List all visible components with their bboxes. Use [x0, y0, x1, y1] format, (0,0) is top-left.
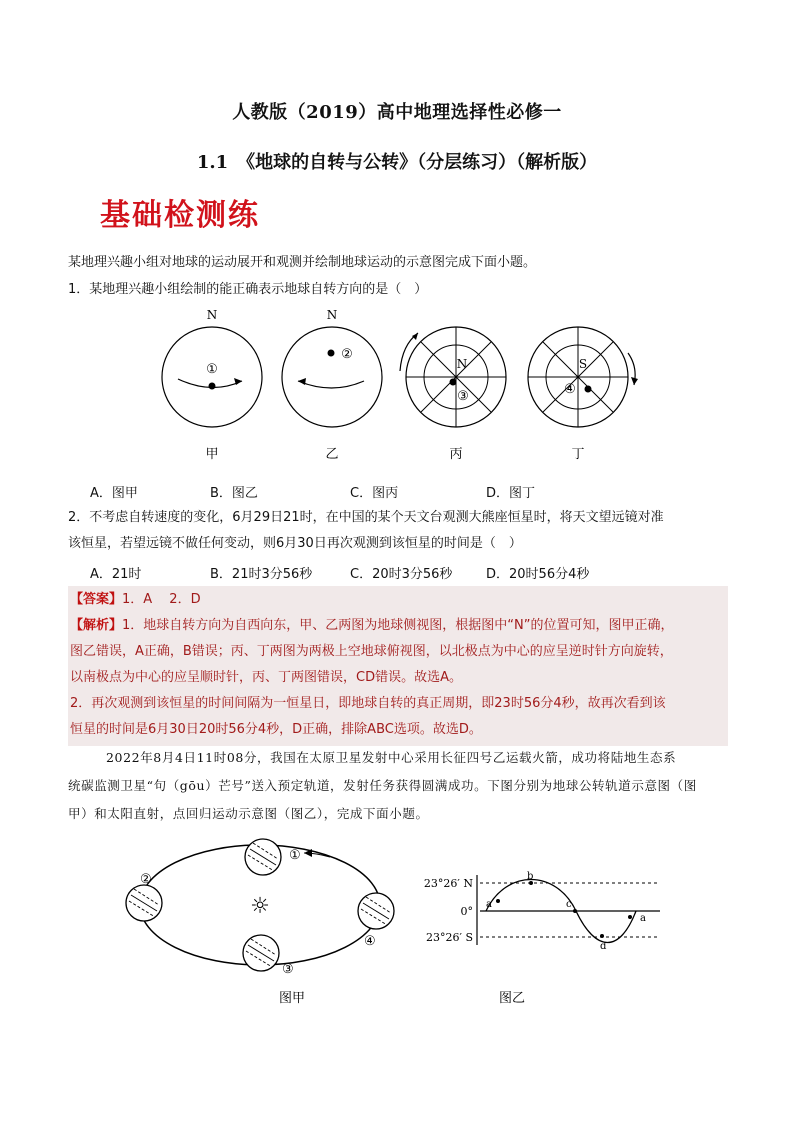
orbit-label-2: ② [140, 872, 152, 887]
lat-equator-label: 0° [460, 905, 473, 918]
orbit-label-4: ④ [364, 934, 376, 949]
q2-option-d[interactable]: D．20时56分4秒 [486, 567, 590, 582]
solar-migration-chart [424, 871, 660, 952]
intro-2-line-2: 统碳监测卫星“句（gōu）芒号”送入预定轨道，发射任务获得圆满成功。下图分别为地球公转轨道示意图（图 [68, 778, 697, 793]
point-a-end: a [640, 913, 646, 924]
answer-line [70, 587, 201, 613]
earth-position-4 [358, 893, 394, 929]
analysis-block [70, 613, 730, 743]
diagram-c-north-label: N [456, 357, 468, 371]
point-d: d [600, 941, 607, 952]
question-2-stem-line-2: 该恒星，若望远镜不做任何变动，则6月30日再次观测到该恒星的时间是（ ） [68, 536, 522, 551]
intro-paragraph-2 [68, 744, 738, 828]
q1-option-a[interactable]: A．图甲 [90, 486, 138, 501]
diagram-a-caption: 甲 [205, 447, 219, 462]
diagram-d-marker: ④ [564, 382, 576, 397]
orbit-and-solar-figures [120, 835, 680, 1015]
orbit-label-1: ① [289, 848, 301, 863]
diagram-c-caption: 丙 [449, 447, 463, 462]
q1-option-c[interactable]: C．图丙 [350, 486, 399, 501]
question-1-stem: 1．某地理兴趣小组绘制的能正确表示地球自转方向的是（ ） [68, 282, 428, 297]
analysis-line-4: 2．再次观测到该恒星的时间间隔为一恒星日，即地球自转的真正周期，即23时56分4秒，故再次看到该 [70, 696, 666, 711]
analysis-line-2: 图乙错误，A正确，B错误；丙、丁两图为两极上空地球俯视图，以北极点为中心的应呈逆时针方向旋转， [70, 644, 673, 659]
figure-caption-right: 图乙 [498, 991, 526, 1006]
analysis-line-5: 恒星的时间是6月30日20时56分4秒，D正确，排除ABC选项。故选D。 [70, 722, 482, 737]
earth-position-3 [243, 935, 279, 971]
orbit-label-3: ③ [282, 962, 294, 977]
question-2-stem-line-1: 2．不考虑自转速度的变化，6月29日21时，在中国的某个天文台观测大熊座恒星时，将天文望远镜对准 [68, 510, 664, 525]
diagram-d-south-label: S [578, 357, 588, 371]
earth-position-1 [245, 839, 281, 875]
analysis-line-1: 1．地球自转方向为自西向东，甲、乙两图为地球侧视图，根据图中“N”的位置可知，图甲正确， [122, 618, 674, 633]
answer-text: 1．A 2．D [122, 592, 201, 607]
question-2-options [90, 563, 589, 582]
analysis-line-3: 以南极点为中心的应呈顺时针，丙、丁两图错误，CD错误。故选A。 [70, 670, 462, 685]
q2-option-a[interactable]: A．21时 [90, 567, 142, 582]
point-a-start: a [486, 899, 492, 910]
diagram-b-north-label: N [326, 308, 338, 322]
answer-tag: 【答案】 [70, 592, 123, 607]
intro-2-line-3: 甲）和太阳直射，点回归运动示意图（图乙），完成下面小题。 [68, 806, 429, 821]
rotation-diagrams [150, 305, 650, 465]
q2-option-b[interactable]: B．21时3分56秒 [210, 567, 313, 582]
diagram-a-marker: ① [206, 362, 218, 377]
q1-option-b[interactable]: B．图乙 [210, 486, 258, 501]
diagram-b-caption: 乙 [325, 447, 339, 462]
earth-position-2 [126, 885, 162, 921]
q1-option-d[interactable]: D．图丁 [486, 486, 536, 501]
point-c: c [566, 899, 572, 910]
diagram-c-marker: ③ [457, 389, 469, 404]
page-subtitle: 1.1 《地球的自转与公转》（分层练习）（解析版） [196, 152, 598, 173]
section-heading: 基础检测练 [100, 198, 260, 233]
intro-2-line-1: 2022年8月4日11时08分，我国在太原卫星发射中心采用长征四号乙运载火箭，成功将陆地生态系 [106, 750, 677, 765]
page-title: 人教版（2019）高中地理选择性必修一 [232, 102, 562, 123]
question-1-options [90, 482, 535, 501]
intro-paragraph-1: 某地理兴趣小组对地球的运动展开和观测并绘制地球运动的示意图完成下面小题。 [68, 255, 537, 270]
lat-south-label: 23°26′ S [425, 931, 473, 944]
lat-north-label: 23°26′ N [423, 877, 473, 890]
point-b: b [527, 871, 534, 882]
sun-icon: ☼ [250, 894, 270, 919]
analysis-tag: 【解析】 [70, 618, 123, 633]
diagram-b-marker: ② [341, 347, 353, 362]
diagram-a-north-label: N [206, 308, 218, 322]
figure-caption-left: 图甲 [278, 991, 306, 1006]
q2-option-c[interactable]: C．20时3分56秒 [350, 567, 453, 582]
diagram-d-caption: 丁 [571, 447, 585, 462]
